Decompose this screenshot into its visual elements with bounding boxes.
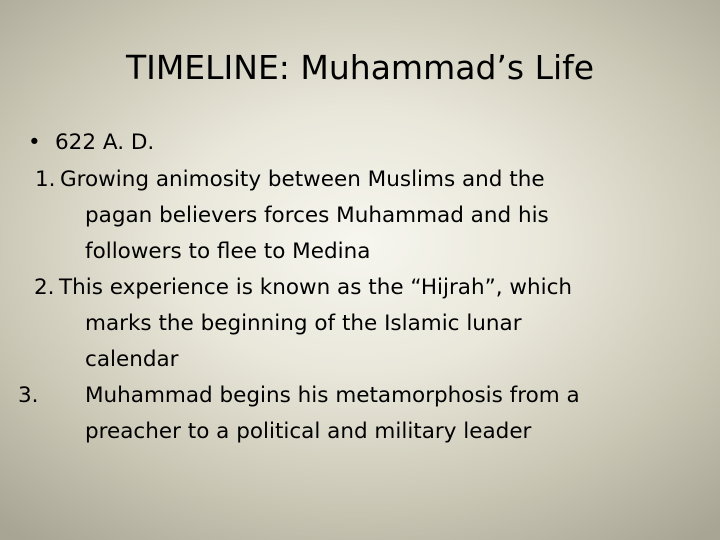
list-item-number: 3. [18,383,39,408]
list-item-line: calendar [85,347,179,372]
list-item-number: 1. [35,167,56,192]
list-item-line: This experience is known as the “Hijrah”, which [59,275,573,300]
list-item-line: Muhammad begins his metamorphosis from a [85,383,580,408]
bullet-dot-icon: • [28,130,41,155]
list-item-line: pagan believers forces Muhammad and his [85,203,549,228]
list-item-line: marks the beginning of the Islamic lunar [85,311,522,336]
list-item-line: Growing animosity between Muslims and the [60,167,545,192]
list-item-number: 2. [34,275,55,300]
slide-title: TIMELINE: Muhammad’s Life [125,48,595,87]
list-item-line: preacher to a political and military leader [85,419,532,444]
bullet-text: 622 A. D. [55,130,155,155]
list-item-line: followers to flee to Medina [85,239,371,264]
